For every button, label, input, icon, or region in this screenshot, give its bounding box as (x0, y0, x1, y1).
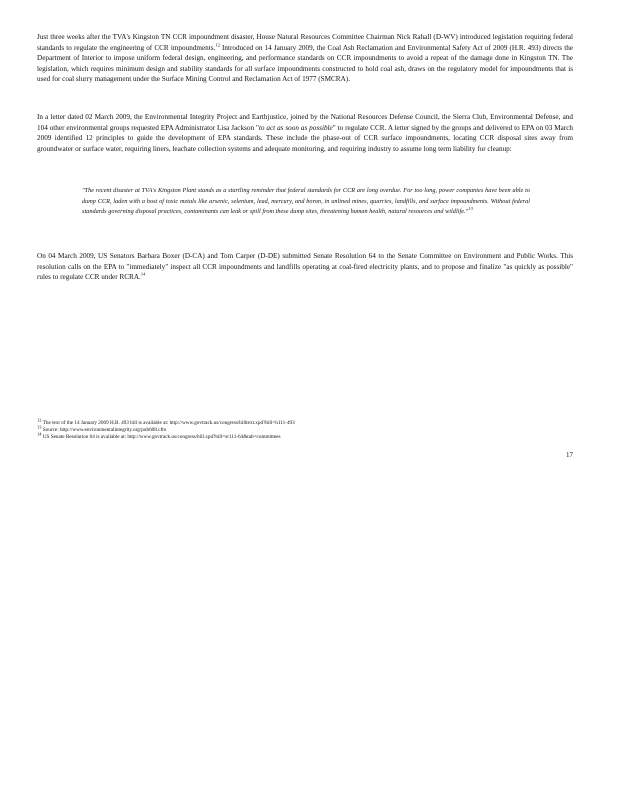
quote-text: "The recent disaster at TVA's Kingston Plant stands as a startling reminder that federal standards for CCR are long overdue. For too long, power companies have been able to dump CCR, laden with a host of toxic metals like arsenic, selenium, lead, mercury, and boron, in unlined mines, quarries, landfills, and surface impoundments. Without federal standards governing disposal practices, contaminants can leak or spill from these dump sites, threatening human health, natural resources and wildlife." (82, 187, 530, 216)
footnote-text: US Senate Resolution 64 is available at: http://www.govtrack.us/congress/bill.xpd?bill=sr111-64&tab=committees (42, 434, 281, 441)
paragraph-text-continued: Introduced on 14 January 2009, the Coal Ash Reclamation and Environmental Safety Act of 2009 (H.R. 493) directs the Department of Interior to impose uniform federal design, engineering, and performance standards on CCR impoundments to avoid a repeat of the damage done in Kingston TN. The legislation, which requires minimum design and stability standards for all surface impoundments constructed to hold coal ash, draws on the regulatory model for impoundments that is used for coal slurry management under the Surface Mining Control and Reclamation Act of 1977 (SMCRA). (37, 43, 574, 84)
paragraph-text-continued: " to regulate CCR. A letter signed by the groups and delivered to EPA on 03 March 2009 identified 12 principles to guide the development of EPA standards. These include the phase-out of CCR surface impoundments, locating CCR disposal sites away from groundwater or surface water, requiring liners, leachate collection systems and adequate monitoring, and requiring industry to assume long term liability for cleanup: (37, 123, 574, 153)
footnote-ref: 13 (468, 206, 473, 212)
paragraph-rahall-legislation (37, 32, 573, 85)
paragraph-text: On 04 March 2009, US Senators Barbara Boxer (D-CA) and Tom Carper (D-DE) submitted Senate Resolution 64 to the Senate Committee on Environment and Public Works. This resolution calls on the EPA to "immediately" inspect all CCR impoundments and landfills operating at coal-fired electricity plants, and to propose and finalize "as quickly as possible" rules to regulate CCR under RCRA. (37, 252, 573, 282)
footnote (37, 431, 577, 441)
paragraph-text: Just three weeks after the TVA's Kingston TN CCR impoundment disaster, House Natural Resources Committee Chairman Nick Rahall (D-WV) introduced legislation requiring federal standards to regulate the engineering of CCR impoundments. (37, 33, 573, 52)
footnote-ref: 12 (215, 42, 220, 48)
footnote-number: 14 (37, 431, 42, 437)
paragraph-senate-resolution (37, 251, 573, 283)
footnote-number: 13 (37, 424, 42, 430)
block-quote (82, 186, 530, 218)
footnote-text: Source: http://www.environmentalintegrity.org/pub608.cfm (42, 427, 167, 434)
page-number: 17 (566, 451, 573, 459)
paragraph-text: In a letter dated 02 March 2009, the Environmental Integrity Project and Earthjustice, joined by the National Resources Defense Council, the Sierra Club, Environmental Defense, and 104 other environmental groups requested EPA Administrator Lisa Jackson " (37, 113, 573, 132)
footnotes (37, 417, 577, 442)
footnote-number: 12 (37, 417, 42, 423)
paragraph-environmental-groups-letter (37, 112, 573, 154)
footnote-ref: 14 (140, 271, 146, 277)
footnote-text: The text of the 14 January 2009 H.R. 493 bill is available at: http://www.govtrack.us/congress/billtext.xpd?bill=h111-493 (42, 420, 295, 426)
italic-phrase: to act as soon as possible (258, 123, 333, 132)
